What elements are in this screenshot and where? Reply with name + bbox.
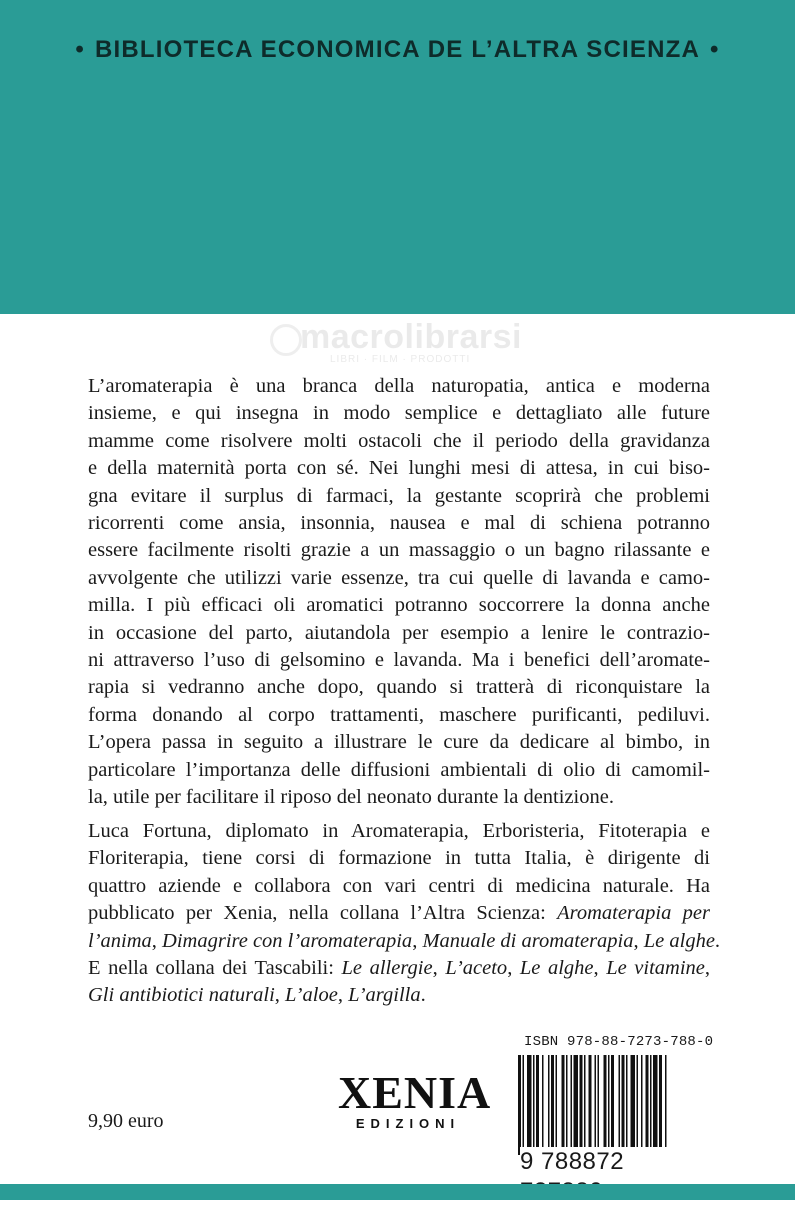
barcode-bar [574,1055,579,1155]
bio-line [88,955,710,982]
book-title: Le alghe [519,957,594,980]
bio-line [88,900,710,927]
book-title: Gli antibiotici naturali [88,984,275,1007]
barcode-bar [527,1055,532,1155]
description-line: la, utile per facilitare il riposo del neonato durante la dentizione. [88,786,614,809]
watermark [270,318,560,370]
description-line: L’opera passa in seguito a illustrare le cure da dedicare al bimbo, in [88,731,710,754]
description-line: gna evitare il surplus di farmaci, la gestante scoprirà che problemi [88,484,710,507]
author-bio [88,818,721,1010]
barcode-bar [653,1055,658,1155]
book-description [88,373,710,812]
watermark-logo-icon [270,324,302,356]
separator: . [714,929,721,952]
bio-text: pubblicato per Xenia, nella collana l’Altra Scienza: [88,902,558,925]
book-title: Manuale di aromaterapia [422,929,634,952]
description-line: rapia si vedranno anche dopo, quando si tratterà di riconquistare la [88,676,710,699]
barcode-bar [548,1055,550,1155]
separator: , [337,984,349,1007]
description-line: ricorrenti come ansia, insonnia, nausea e mal di schiena potranno [88,512,710,535]
barcode-bar [598,1055,600,1155]
barcode-bar [641,1055,643,1155]
barcode-bar [650,1055,652,1155]
barcode-bar [556,1055,558,1155]
barcode-bar [580,1055,583,1155]
barcode-bar [518,1055,521,1155]
publisher-name: XENIA [338,1067,492,1118]
barcode-bar [523,1055,525,1155]
barcode-bar [604,1055,607,1155]
barcode-bar [619,1055,621,1155]
bio-line: quattro aziende e collabora con vari centri di medicina naturale. Ha [88,874,710,897]
separator: . [420,984,426,1007]
barcode-bar [659,1055,662,1155]
bullet-right: • [710,36,720,63]
bio-line: Floriterapia, tiene corsi di formazione in tutta Italia, è dirigente di [88,847,710,870]
watermark-text: macrolibrarsi [300,318,522,356]
book-title: L’argilla [348,984,421,1007]
series-title-text: BIBLIOTECA ECONOMICA DE L’ALTRA SCIENZA [94,36,700,63]
publisher-subtitle: EDIZIONI [355,1116,461,1131]
description-line: avvolgente che utilizzi varie essenze, tra cui quelle di lavanda e camo- [88,566,710,589]
barcode [518,1055,712,1155]
bio-line: Luca Fortuna, diplomato in Aromaterapia, Erboristeria, Fitoterapia e [88,820,710,842]
separator: , [507,957,520,980]
description-line: in occasione del parto, aiutandola per esempio a lenire le contrazio- [88,621,710,644]
barcode-bar [566,1055,568,1155]
barcode-bar [589,1055,592,1155]
series-title [0,36,795,64]
publisher-logo [338,1067,492,1131]
description-line: milla. I più efficaci oli aromatici potranno soccorrere la donna anche [88,594,710,617]
barcode-bar [571,1055,573,1155]
barcode-bar [626,1055,628,1155]
barcode-bar [562,1055,565,1155]
bio-text: E nella collana dei Tascabili: [88,957,342,980]
barcode-bar [536,1055,539,1155]
separator: , [633,929,644,952]
barcode-bar [595,1055,597,1155]
separator: , [704,957,711,980]
barcode-bar [637,1055,639,1155]
description-line: particolare l’importanza delle diffusioni ambientali di olio di camomil- [88,758,710,781]
barcode-bar [551,1055,554,1155]
bio-line [88,928,721,955]
book-title: Aromaterapia per [557,902,710,925]
separator: , [432,957,446,980]
watermark-subtext: LIBRI · FILM · PRODOTTI [330,354,471,365]
price: 9,90 euro [88,1110,164,1132]
cover-bottom-band [0,1184,795,1200]
separator: , [412,929,423,952]
book-title: l’anima [88,929,152,952]
barcode-bar [608,1055,610,1155]
description-line: essere facilmente risolti grazie a un massaggio o un bagno rilassante e [88,539,710,562]
description-line: e della maternità porta con sé. Nei lunghi mesi di attesa, in cui biso- [88,457,710,480]
book-title: Le vitamine [606,957,705,980]
barcode-bar [665,1055,667,1155]
description-line: mamme come risolvere molti ostacoli che il periodo della gravidanza [88,429,710,452]
description-line: insieme, e qui insegna in modo semplice e dettagliato alle future [88,402,710,425]
bio-line [88,982,710,1009]
book-title: Dimagrire con l’aromaterapia [162,929,413,952]
barcode-bar [533,1055,535,1155]
bullet-left: • [75,36,85,63]
barcode-bar [646,1055,649,1155]
barcode-bar [622,1055,625,1155]
separator: , [151,929,163,952]
barcode-bar [542,1055,544,1155]
book-title: L’aceto [445,957,508,980]
barcode-digits: 9 788872 [520,1147,712,1207]
description-line: ni attraverso l’uso di gelsomino e lavanda. Ma i benefici dell’aromate- [88,649,710,672]
isbn-text: ISBN 978-88-7273-788-0 [524,1034,714,1050]
separator: , [274,984,286,1007]
book-title: Le allergie [341,957,433,980]
description-line: L’aromaterapia è una branca della naturopatia, antica e moderna [88,375,710,397]
book-title: Le alghe [643,929,715,952]
barcode-bar [611,1055,614,1155]
barcode-bar [631,1055,636,1155]
separator: , [593,957,607,980]
book-title: L’aloe [285,984,338,1007]
barcode-bar [584,1055,586,1155]
description-line: forma donando al corpo trattamenti, maschere purificanti, pediluvi. [88,703,710,726]
